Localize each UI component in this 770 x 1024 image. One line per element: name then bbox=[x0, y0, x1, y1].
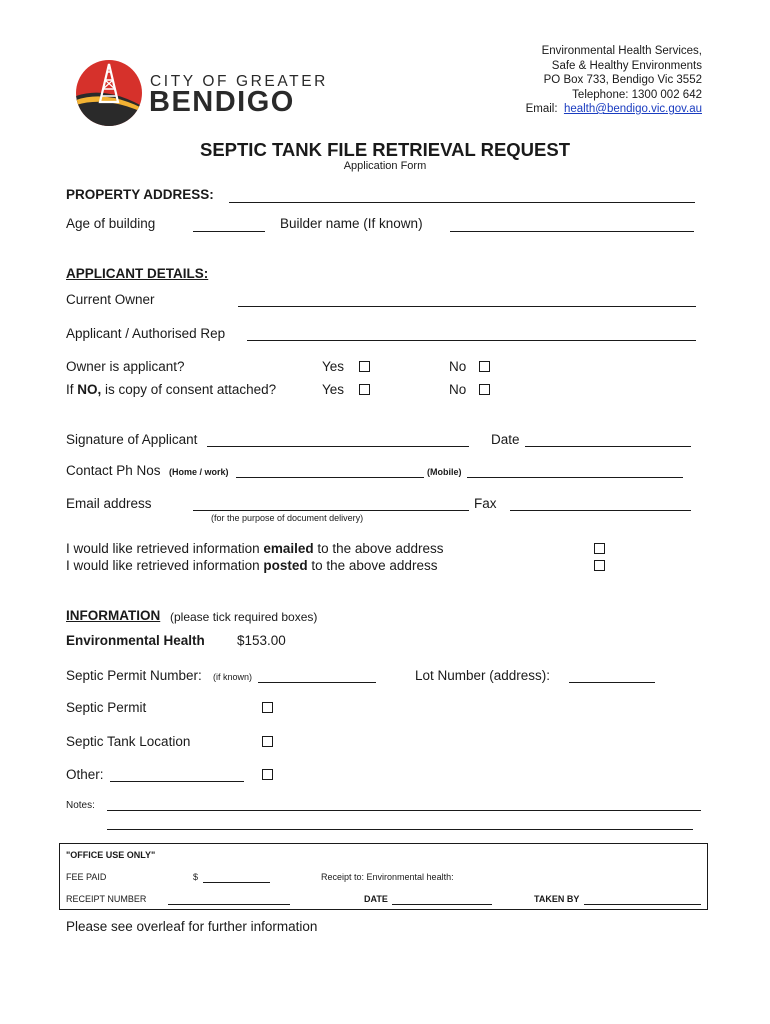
home-work-label: (Home / work) bbox=[169, 467, 229, 477]
fax-label: Fax bbox=[474, 496, 497, 511]
date-field[interactable] bbox=[525, 446, 691, 447]
consent-no-checkbox[interactable] bbox=[479, 384, 490, 395]
footer-note: Please see overleaf for further information bbox=[66, 919, 318, 934]
septic-permit-label: Septic Permit bbox=[66, 700, 147, 715]
other-checkbox[interactable] bbox=[262, 769, 273, 780]
date-label: Date bbox=[491, 432, 520, 447]
other-field[interactable] bbox=[110, 781, 244, 782]
contact-email-label: Email: bbox=[525, 103, 558, 115]
age-of-building-field[interactable] bbox=[193, 231, 265, 232]
delivery-emailed-bold: emailed bbox=[263, 541, 314, 556]
property-address-label: PROPERTY ADDRESS: bbox=[66, 187, 214, 202]
property-address-field[interactable] bbox=[229, 202, 695, 203]
mobile-label: (Mobile) bbox=[427, 467, 462, 477]
delivery-posted-post: to the above address bbox=[307, 558, 438, 573]
current-owner-field[interactable] bbox=[238, 306, 696, 307]
email-address-field[interactable] bbox=[193, 510, 469, 511]
office-date-label: DATE bbox=[364, 894, 388, 904]
consent-prefix: If bbox=[66, 382, 78, 397]
builder-name-field[interactable] bbox=[450, 231, 694, 232]
delivery-posted-bold: posted bbox=[263, 558, 308, 573]
delivery-posted-checkbox[interactable] bbox=[594, 560, 605, 571]
fax-field[interactable] bbox=[510, 510, 691, 511]
signature-field[interactable] bbox=[207, 446, 469, 447]
delivery-posted-label bbox=[66, 558, 437, 573]
delivery-posted-pre: I would like retrieved information bbox=[66, 558, 264, 573]
receipt-to-label: Receipt to: Environmental health: bbox=[321, 872, 454, 882]
lot-number-field[interactable] bbox=[569, 682, 655, 683]
contact-numbers-label: Contact Ph Nos bbox=[66, 463, 161, 478]
delivery-emailed-checkbox[interactable] bbox=[594, 543, 605, 554]
owner-yes-label: Yes bbox=[322, 359, 345, 374]
tank-location-label: Septic Tank Location bbox=[66, 734, 191, 749]
receipt-number-label: RECEIPT NUMBER bbox=[66, 894, 147, 904]
fee-amount: $153.00 bbox=[237, 633, 286, 648]
notes-label: Notes: bbox=[66, 800, 95, 811]
bendigo-logo-icon bbox=[76, 56, 142, 130]
fee-paid-label: FEE PAID bbox=[66, 872, 107, 882]
consent-no-bold: NO, bbox=[77, 382, 102, 397]
applicant-rep-field[interactable] bbox=[247, 340, 696, 341]
applicant-rep-label: Applicant / Authorised Rep bbox=[66, 326, 226, 341]
environmental-health-label: Environmental Health bbox=[66, 633, 205, 648]
current-owner-label: Current Owner bbox=[66, 292, 155, 307]
other-label: Other: bbox=[66, 767, 104, 782]
fee-paid-field[interactable] bbox=[203, 882, 270, 883]
consent-yes-label: Yes bbox=[322, 382, 345, 397]
contact-phone: Telephone: 1300 002 642 bbox=[572, 88, 702, 101]
contact-dept: Environmental Health Services, bbox=[541, 45, 702, 57]
information-heading: INFORMATION bbox=[66, 608, 161, 623]
if-known-note: (if known) bbox=[213, 672, 253, 682]
email-address-label: Email address bbox=[66, 496, 152, 511]
page-title: SEPTIC TANK FILE RETRIEVAL REQUEST bbox=[199, 139, 571, 160]
septic-permit-checkbox[interactable] bbox=[262, 702, 273, 713]
consent-rest: is copy of consent attached? bbox=[101, 382, 277, 397]
age-of-building-label: Age of building bbox=[66, 216, 156, 231]
contact-po: PO Box 733, Bendigo Vic 3552 bbox=[543, 74, 702, 86]
office-date-field[interactable] bbox=[392, 904, 492, 905]
builder-name-label: Builder name (If known) bbox=[280, 216, 423, 231]
contact-block bbox=[526, 44, 702, 117]
taken-by-label: TAKEN BY bbox=[534, 894, 580, 904]
consent-label bbox=[66, 382, 276, 397]
email-note: (for the purpose of document delivery) bbox=[211, 513, 364, 523]
delivery-emailed-pre: I would like retrieved information bbox=[66, 541, 264, 556]
contact-unit: Safe & Healthy Environments bbox=[551, 59, 702, 72]
owner-yes-checkbox[interactable] bbox=[359, 361, 370, 372]
permit-number-field[interactable] bbox=[258, 682, 376, 683]
notes-field-1[interactable] bbox=[107, 810, 701, 811]
home-work-field[interactable] bbox=[236, 477, 424, 478]
logo-line1: CITY OF GREATER bbox=[150, 73, 328, 90]
tank-location-checkbox[interactable] bbox=[262, 736, 273, 747]
notes-field-2[interactable] bbox=[107, 829, 693, 830]
taken-by-field[interactable] bbox=[584, 904, 701, 905]
logo-line2: BENDIGO bbox=[149, 86, 295, 118]
lot-number-label: Lot Number (address): bbox=[415, 668, 551, 683]
delivery-emailed-post: to the above address bbox=[313, 541, 444, 556]
consent-no-label: No bbox=[449, 382, 467, 397]
information-note: (please tick required boxes) bbox=[170, 610, 318, 624]
signature-label: Signature of Applicant bbox=[66, 432, 198, 447]
receipt-number-field[interactable] bbox=[168, 904, 290, 905]
fee-paid-dollar: $ bbox=[193, 872, 199, 882]
contact-email-link[interactable]: health@bendigo.vic.gov.au bbox=[563, 103, 702, 115]
page-subtitle: Application Form bbox=[343, 160, 427, 172]
consent-yes-checkbox[interactable] bbox=[359, 384, 370, 395]
office-use-heading: "OFFICE USE ONLY" bbox=[66, 850, 156, 860]
contact-email-row bbox=[526, 102, 702, 117]
owner-no-checkbox[interactable] bbox=[479, 361, 490, 372]
mobile-field[interactable] bbox=[467, 477, 683, 478]
applicant-details-heading: APPLICANT DETAILS: bbox=[66, 266, 209, 281]
permit-number-label: Septic Permit Number: bbox=[66, 668, 202, 683]
delivery-emailed-label bbox=[66, 541, 443, 556]
owner-no-label: No bbox=[449, 359, 467, 374]
owner-is-applicant-label: Owner is applicant? bbox=[66, 359, 185, 374]
